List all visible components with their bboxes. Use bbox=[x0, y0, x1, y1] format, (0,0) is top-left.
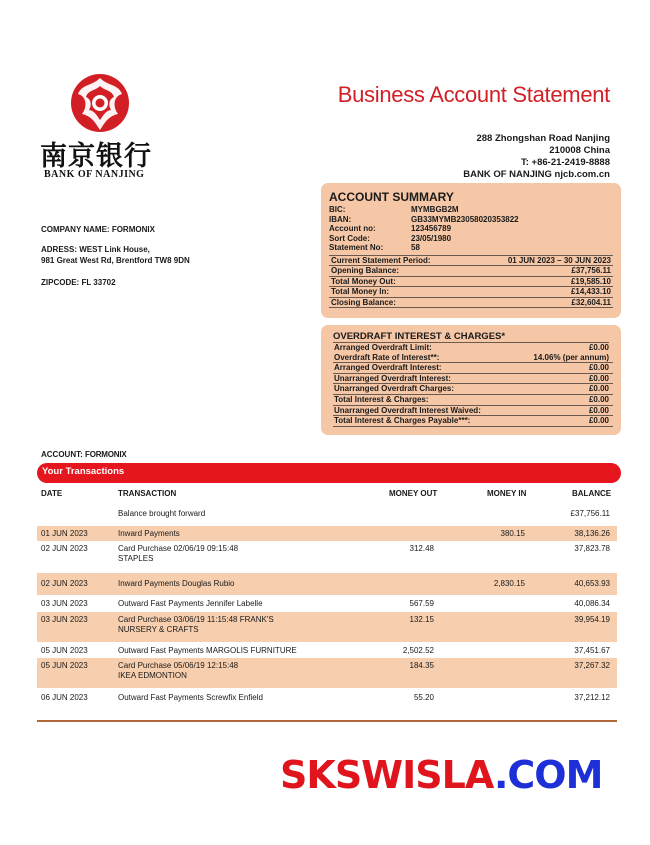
overdraft-row-label: Total Interest & Charges: bbox=[334, 394, 429, 404]
summary-row bbox=[329, 287, 613, 298]
summary-detail bbox=[329, 205, 613, 215]
bank-address-line: 288 Zhongshan Road Nanjing bbox=[476, 133, 610, 144]
summary-detail bbox=[329, 224, 613, 234]
row-date: 03 JUN 2023 bbox=[41, 599, 88, 608]
summary-row-value: £37,756.11 bbox=[571, 266, 611, 275]
table-row bbox=[37, 596, 617, 612]
row-description: Inward Payments bbox=[118, 529, 180, 538]
row-balance: 40,086.34 bbox=[574, 599, 610, 608]
row-date: 06 JUN 2023 bbox=[41, 693, 88, 702]
row-description bbox=[118, 544, 238, 564]
watermark-text: SKSWISLA bbox=[280, 753, 494, 797]
row-date: 05 JUN 2023 bbox=[41, 646, 88, 655]
row-description bbox=[118, 661, 238, 681]
summary-row-value: £32,604.11 bbox=[571, 297, 611, 307]
summary-detail bbox=[329, 234, 613, 244]
row-date: 02 JUN 2023 bbox=[41, 579, 88, 588]
table-row bbox=[37, 526, 617, 541]
overdraft-row-label: Unarranged Overdraft Interest Waived: bbox=[334, 405, 481, 415]
account-line bbox=[41, 450, 127, 459]
table-row bbox=[37, 612, 617, 642]
company-name: COMPANY NAME: FORMONIX bbox=[41, 225, 155, 234]
overdraft-row-label: Arranged Overdraft Interest: bbox=[334, 363, 442, 373]
overdraft-row-label: Unarranged Overdraft Interest: bbox=[334, 373, 451, 383]
overdraft-row bbox=[333, 384, 613, 395]
overdraft-row bbox=[333, 395, 613, 406]
row-money-out: 2,502.52 bbox=[402, 646, 434, 655]
row-balance: 40,653.93 bbox=[574, 579, 610, 588]
row-description: Outward Fast Payments Jennifer Labelle bbox=[118, 599, 263, 608]
row-money-out: 184.35 bbox=[409, 661, 434, 670]
bank-flower-icon bbox=[68, 72, 132, 134]
bank-website: BANK OF NANJING njcb.com.cn bbox=[463, 169, 610, 180]
account-summary-title: ACCOUNT SUMMARY bbox=[329, 190, 454, 204]
table-row bbox=[37, 643, 617, 658]
row-balance: 37,212.12 bbox=[574, 693, 610, 702]
overdraft-row-value: £0.00 bbox=[588, 394, 609, 404]
company-address bbox=[41, 245, 190, 266]
overdraft-row-value: £0.00 bbox=[588, 384, 609, 394]
overdraft-row-value: £0.00 bbox=[588, 343, 609, 352]
summary-row-value: £14,433.10 bbox=[570, 287, 611, 296]
bank-address bbox=[463, 133, 610, 181]
row-money-in: 380.15 bbox=[500, 529, 525, 538]
summary-detail bbox=[329, 215, 613, 225]
summary-row-label: Total Money Out: bbox=[331, 276, 396, 286]
row-money-out: 55.20 bbox=[413, 693, 434, 702]
row-date: 03 JUN 2023 bbox=[41, 615, 88, 624]
table-row bbox=[37, 573, 617, 595]
statement-title: Business Account Statement bbox=[337, 82, 610, 107]
summary-row-label: Closing Balance: bbox=[331, 297, 396, 307]
row-description-line: Card Purchase 02/06/19 09:15:48 bbox=[118, 544, 239, 553]
overdraft-panel bbox=[321, 325, 621, 435]
row-balance: £37,756.11 bbox=[570, 509, 610, 518]
company-zipcode: ZIPCODE: FL 33702 bbox=[41, 278, 116, 287]
detail-label: Sort Code: bbox=[329, 233, 370, 243]
overdraft-row-label: Overdraft Rate of Interest**: bbox=[334, 352, 440, 362]
row-money-out: 312.48 bbox=[409, 544, 434, 553]
detail-label: Statement No: bbox=[329, 243, 384, 252]
summary-row bbox=[329, 277, 613, 288]
overdraft-row-value: £0.00 bbox=[588, 373, 609, 383]
summary-row-label: Total Money In: bbox=[331, 287, 390, 296]
overdraft-row-value: 14.06% (per annum) bbox=[533, 352, 609, 362]
row-money-in: 2,830.15 bbox=[493, 579, 525, 588]
summary-row bbox=[329, 266, 613, 277]
overdraft-row bbox=[333, 374, 613, 385]
table-bottom-divider bbox=[37, 720, 617, 722]
overdraft-row bbox=[333, 406, 613, 417]
header-balance: BALANCE bbox=[572, 489, 612, 498]
overdraft-row bbox=[333, 353, 613, 364]
bank-name-english: BANK OF NANJING bbox=[44, 169, 145, 180]
bank-name-chinese: 南京银行 bbox=[40, 141, 152, 172]
summary-row-value: £19,585.10 bbox=[570, 276, 611, 286]
row-balance: 39,954.19 bbox=[574, 615, 610, 624]
row-description-line: Card Purchase 05/06/19 12:15:48 bbox=[118, 661, 239, 670]
summary-row-value: 01 JUN 2023 – 30 JUN 2023 bbox=[507, 255, 611, 265]
summary-row bbox=[329, 298, 613, 309]
row-description-line: STAPLES bbox=[118, 554, 154, 563]
summary-row-label: Current Statement Period: bbox=[331, 255, 431, 265]
row-description: Outward Fast Payments Screwfix Enfield bbox=[118, 693, 263, 702]
row-date: 05 JUN 2023 bbox=[41, 661, 88, 670]
detail-value: GB33MYMB23058020353822 bbox=[411, 214, 519, 224]
summary-row bbox=[329, 255, 613, 267]
row-description: Balance brought forward bbox=[118, 509, 206, 518]
overdraft-row bbox=[333, 416, 613, 427]
overdraft-row-label: Arranged Overdraft Limit: bbox=[334, 343, 432, 352]
header-money-in: MONEY IN bbox=[487, 489, 527, 498]
row-description: Outward Fast Payments MARGOLIS FURNITURE bbox=[118, 646, 297, 655]
overdraft-row-label: Unarranged Overdraft Charges: bbox=[334, 384, 455, 394]
account-summary-panel bbox=[321, 183, 621, 318]
company-address-line: 981 Great West Rd, Brentford TW8 9DN bbox=[41, 255, 190, 265]
row-balance: 37,451.67 bbox=[574, 646, 610, 655]
account-value: FORMONIX bbox=[85, 450, 127, 459]
overdraft-row-label: Total Interest & Charges Payable***: bbox=[334, 416, 471, 426]
watermark bbox=[280, 753, 602, 797]
detail-value: 123456789 bbox=[411, 224, 452, 233]
detail-value: MYMBGB2M bbox=[411, 205, 459, 214]
transactions-header-bar: Your Transactions bbox=[37, 463, 621, 483]
header-transaction: TRANSACTION bbox=[118, 489, 177, 498]
row-balance: 38,136.26 bbox=[574, 529, 610, 538]
row-balance: 37,267.32 bbox=[574, 661, 610, 670]
row-description-line: IKEA EDMONTION bbox=[118, 671, 187, 680]
row-description-line: NURSERY & CRAFTS bbox=[118, 625, 199, 634]
watermark-domain: .COM bbox=[493, 753, 603, 797]
bank-phone: T: +86-21-2419-8888 bbox=[521, 157, 610, 168]
table-row bbox=[37, 506, 617, 524]
overdraft-row bbox=[333, 343, 613, 353]
row-date: 01 JUN 2023 bbox=[41, 529, 88, 538]
overdraft-row-value: £0.00 bbox=[588, 416, 609, 426]
table-row bbox=[37, 658, 617, 688]
overdraft-row bbox=[333, 363, 613, 374]
summary-detail bbox=[329, 243, 613, 253]
header-date: DATE bbox=[41, 489, 63, 498]
summary-row-label: Opening Balance: bbox=[331, 266, 400, 275]
account-label: ACCOUNT: bbox=[41, 450, 83, 459]
overdraft-row-value: £0.00 bbox=[588, 405, 609, 415]
row-money-out: 132.15 bbox=[409, 615, 434, 624]
table-row bbox=[37, 690, 617, 708]
header-money-out: MONEY OUT bbox=[389, 489, 438, 498]
row-description: Inward Payments Douglas Rubio bbox=[118, 579, 235, 588]
row-balance: 37,823.78 bbox=[574, 544, 610, 553]
row-description-line: Card Purchase 03/06/19 11:15:48 FRANK'S bbox=[118, 615, 274, 624]
detail-label: BIC: bbox=[329, 205, 346, 214]
table-row bbox=[37, 541, 617, 573]
row-description bbox=[118, 615, 274, 635]
detail-value: 23/05/1980 bbox=[411, 233, 452, 243]
overdraft-row-value: £0.00 bbox=[588, 363, 609, 373]
bank-address-line: 210008 China bbox=[549, 145, 610, 156]
company-address-line: ADRESS: WEST Link House, bbox=[41, 245, 150, 254]
row-money-out: 567.59 bbox=[409, 599, 434, 608]
detail-label: IBAN: bbox=[329, 214, 352, 224]
overdraft-title: OVERDRAFT INTEREST & CHARGES* bbox=[333, 331, 609, 343]
row-date: 02 JUN 2023 bbox=[41, 544, 88, 553]
detail-value: 58 bbox=[411, 243, 420, 252]
detail-label: Account no: bbox=[329, 224, 376, 233]
